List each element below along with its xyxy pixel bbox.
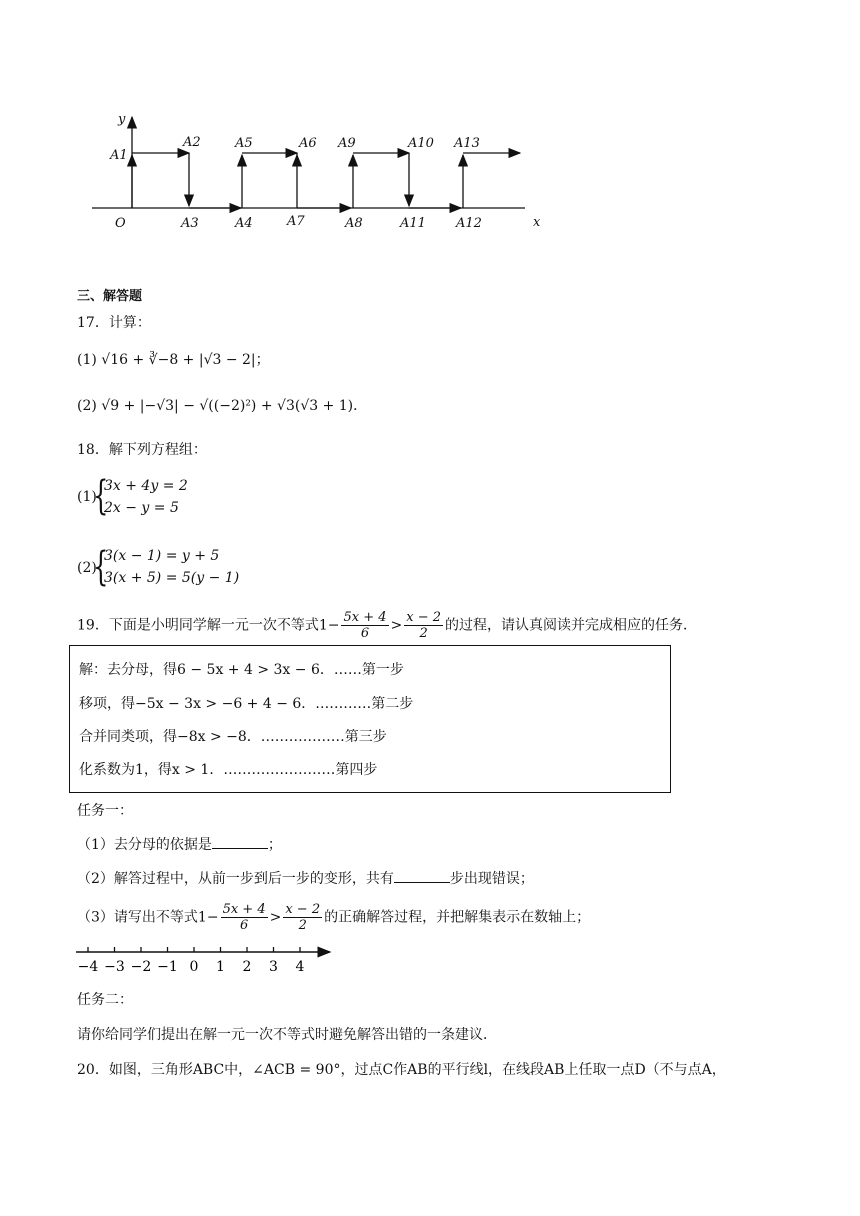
- point-label: A7: [287, 214, 305, 229]
- q19-frac2-den: 2: [419, 626, 428, 641]
- q17-part2-label: (2): [77, 398, 97, 414]
- q17-title: 17．计算：: [77, 315, 151, 331]
- point-label: A9: [338, 136, 356, 151]
- q19-frac1-den: 6: [360, 626, 370, 641]
- q17-part1-label: (1): [77, 352, 97, 368]
- number-line-tick-label: 1: [216, 959, 225, 975]
- q18-part1-brace: {: [93, 473, 109, 519]
- task1-q1: [77, 834, 282, 855]
- task1-q3-frac1-den: 6: [239, 918, 249, 933]
- task1-q1-before: （1）去分母的依据是: [77, 837, 212, 853]
- q18-part2-eq2: 3(x + 5) = 5(y − 1): [104, 570, 240, 586]
- task1-q3-frac2-den: 2: [298, 918, 307, 933]
- q17-part1: [77, 350, 270, 370]
- q18-part1-eq2: 2x − y = 5: [104, 500, 179, 516]
- point-label: A4: [235, 216, 253, 231]
- q17-part1-expr: √16 + ∛−8 + |√3 − 2|；: [101, 352, 270, 368]
- number-line-tick-label: −3: [104, 959, 125, 975]
- q18-part2-eq1: 3(x − 1) = y + 5: [104, 548, 220, 564]
- q19-intro-before: 19．下面是小明同学解一元一次不等式: [77, 617, 319, 634]
- task2-title: 任务二：: [77, 992, 133, 1008]
- point-label: A12: [456, 216, 482, 231]
- number-line-tick-label: 2: [242, 959, 252, 975]
- number-line-tick-label: −4: [77, 959, 99, 975]
- x-axis-label: x: [533, 215, 541, 230]
- q19-ineq-left: 1−: [197, 909, 219, 926]
- q18-title: 18．解下列方程组：: [77, 442, 207, 458]
- task1-q2-before: （2）解答过程中，从前一步到后一步的变形，共有: [77, 871, 394, 887]
- point-label: A11: [400, 216, 426, 231]
- point-label: A2: [183, 135, 201, 150]
- task1-q3-frac1-num: 5x + 4: [222, 902, 266, 917]
- task1-q1-blank[interactable]: [212, 834, 268, 849]
- number-line-tick-label: 0: [189, 959, 199, 975]
- point-label: A5: [235, 136, 253, 151]
- point-label: A1: [110, 148, 128, 163]
- point-label: A13: [454, 136, 480, 151]
- q19-step-2: 移项，得−5x − 3x > −6 + 4 − 6．…………第二步: [79, 696, 414, 712]
- q19-intro: [77, 610, 697, 641]
- number-line-tick-label: 3: [269, 959, 278, 975]
- section-title: 三、解答题: [77, 289, 143, 304]
- number-line-ticks: [78, 947, 305, 975]
- q19-frac2-num: x − 2: [406, 610, 441, 625]
- task1-q1-after: ；: [267, 837, 282, 853]
- q19-step-3: 合并同类项，得−8x > −8．………………第三步: [79, 729, 387, 745]
- q19-gt: >: [390, 617, 403, 634]
- task1-q3-frac2-num: x − 2: [285, 902, 321, 917]
- path-segments: [132, 153, 520, 208]
- q19-frac2: [404, 610, 443, 641]
- number-line-tick-label: 4: [295, 959, 305, 975]
- point-label: A6: [299, 136, 317, 151]
- point-label: A10: [408, 136, 434, 151]
- q19-step-4: 化系数为1，得x > 1．……………………第四步: [79, 762, 378, 778]
- coordinate-path-figure: [80, 105, 560, 240]
- number-line-tick-label: −1: [157, 959, 178, 975]
- task1-q3: [77, 902, 590, 933]
- task1-q3-frac1: [221, 902, 268, 933]
- q17-part2-expr: √9 + |−√3| − √((−2)²) + √3(√3 + 1)．: [101, 398, 368, 414]
- task1-q3-before: （3）请写出不等式: [77, 909, 198, 926]
- task1-q2: [77, 868, 534, 889]
- number-line: [74, 942, 336, 976]
- q18-part2-brace: {: [93, 544, 109, 590]
- task1-q3-frac2: [283, 902, 322, 933]
- q17-part2: [77, 396, 367, 416]
- y-axis-label: y: [118, 112, 126, 127]
- task1-q2-blank[interactable]: [394, 868, 450, 883]
- q19-intro-after: 的过程，请认真阅读并完成相应的任务．: [445, 617, 697, 634]
- point-label: A3: [181, 216, 199, 231]
- task1-q2-after: 步出现错误；: [449, 871, 534, 887]
- q19-frac1: [341, 610, 388, 641]
- q20-text: 20．如图，三角形ABC中，∠ACB = 90°，过点C作AB的平行线l，在线段AB上任取一点D（不与点A，: [77, 1062, 726, 1078]
- task1-title: 任务一：: [77, 803, 133, 819]
- q19-frac1-num: 5x + 4: [343, 610, 387, 625]
- origin-label: O: [115, 216, 126, 231]
- point-label: A8: [345, 216, 363, 231]
- q19-step-1: 解：去分母，得6 − 5x + 4 > 3x − 6．……第一步: [79, 662, 404, 678]
- q18-part1-label: (1): [77, 489, 97, 505]
- q18-part2-label: (2): [77, 560, 97, 576]
- task1-q3-after: 的正确解答过程，并把解集表示在数轴上；: [324, 909, 591, 926]
- q19-ineq-left: 1−: [318, 617, 340, 634]
- task1-q3-gt: >: [269, 909, 282, 926]
- number-line-tick-label: −2: [130, 959, 152, 975]
- task2-text: 请你给同学们提出在解一元一次不等式时避免解答出错的一条建议．: [77, 1027, 497, 1043]
- q18-part1-eq1: 3x + 4y = 2: [104, 478, 188, 494]
